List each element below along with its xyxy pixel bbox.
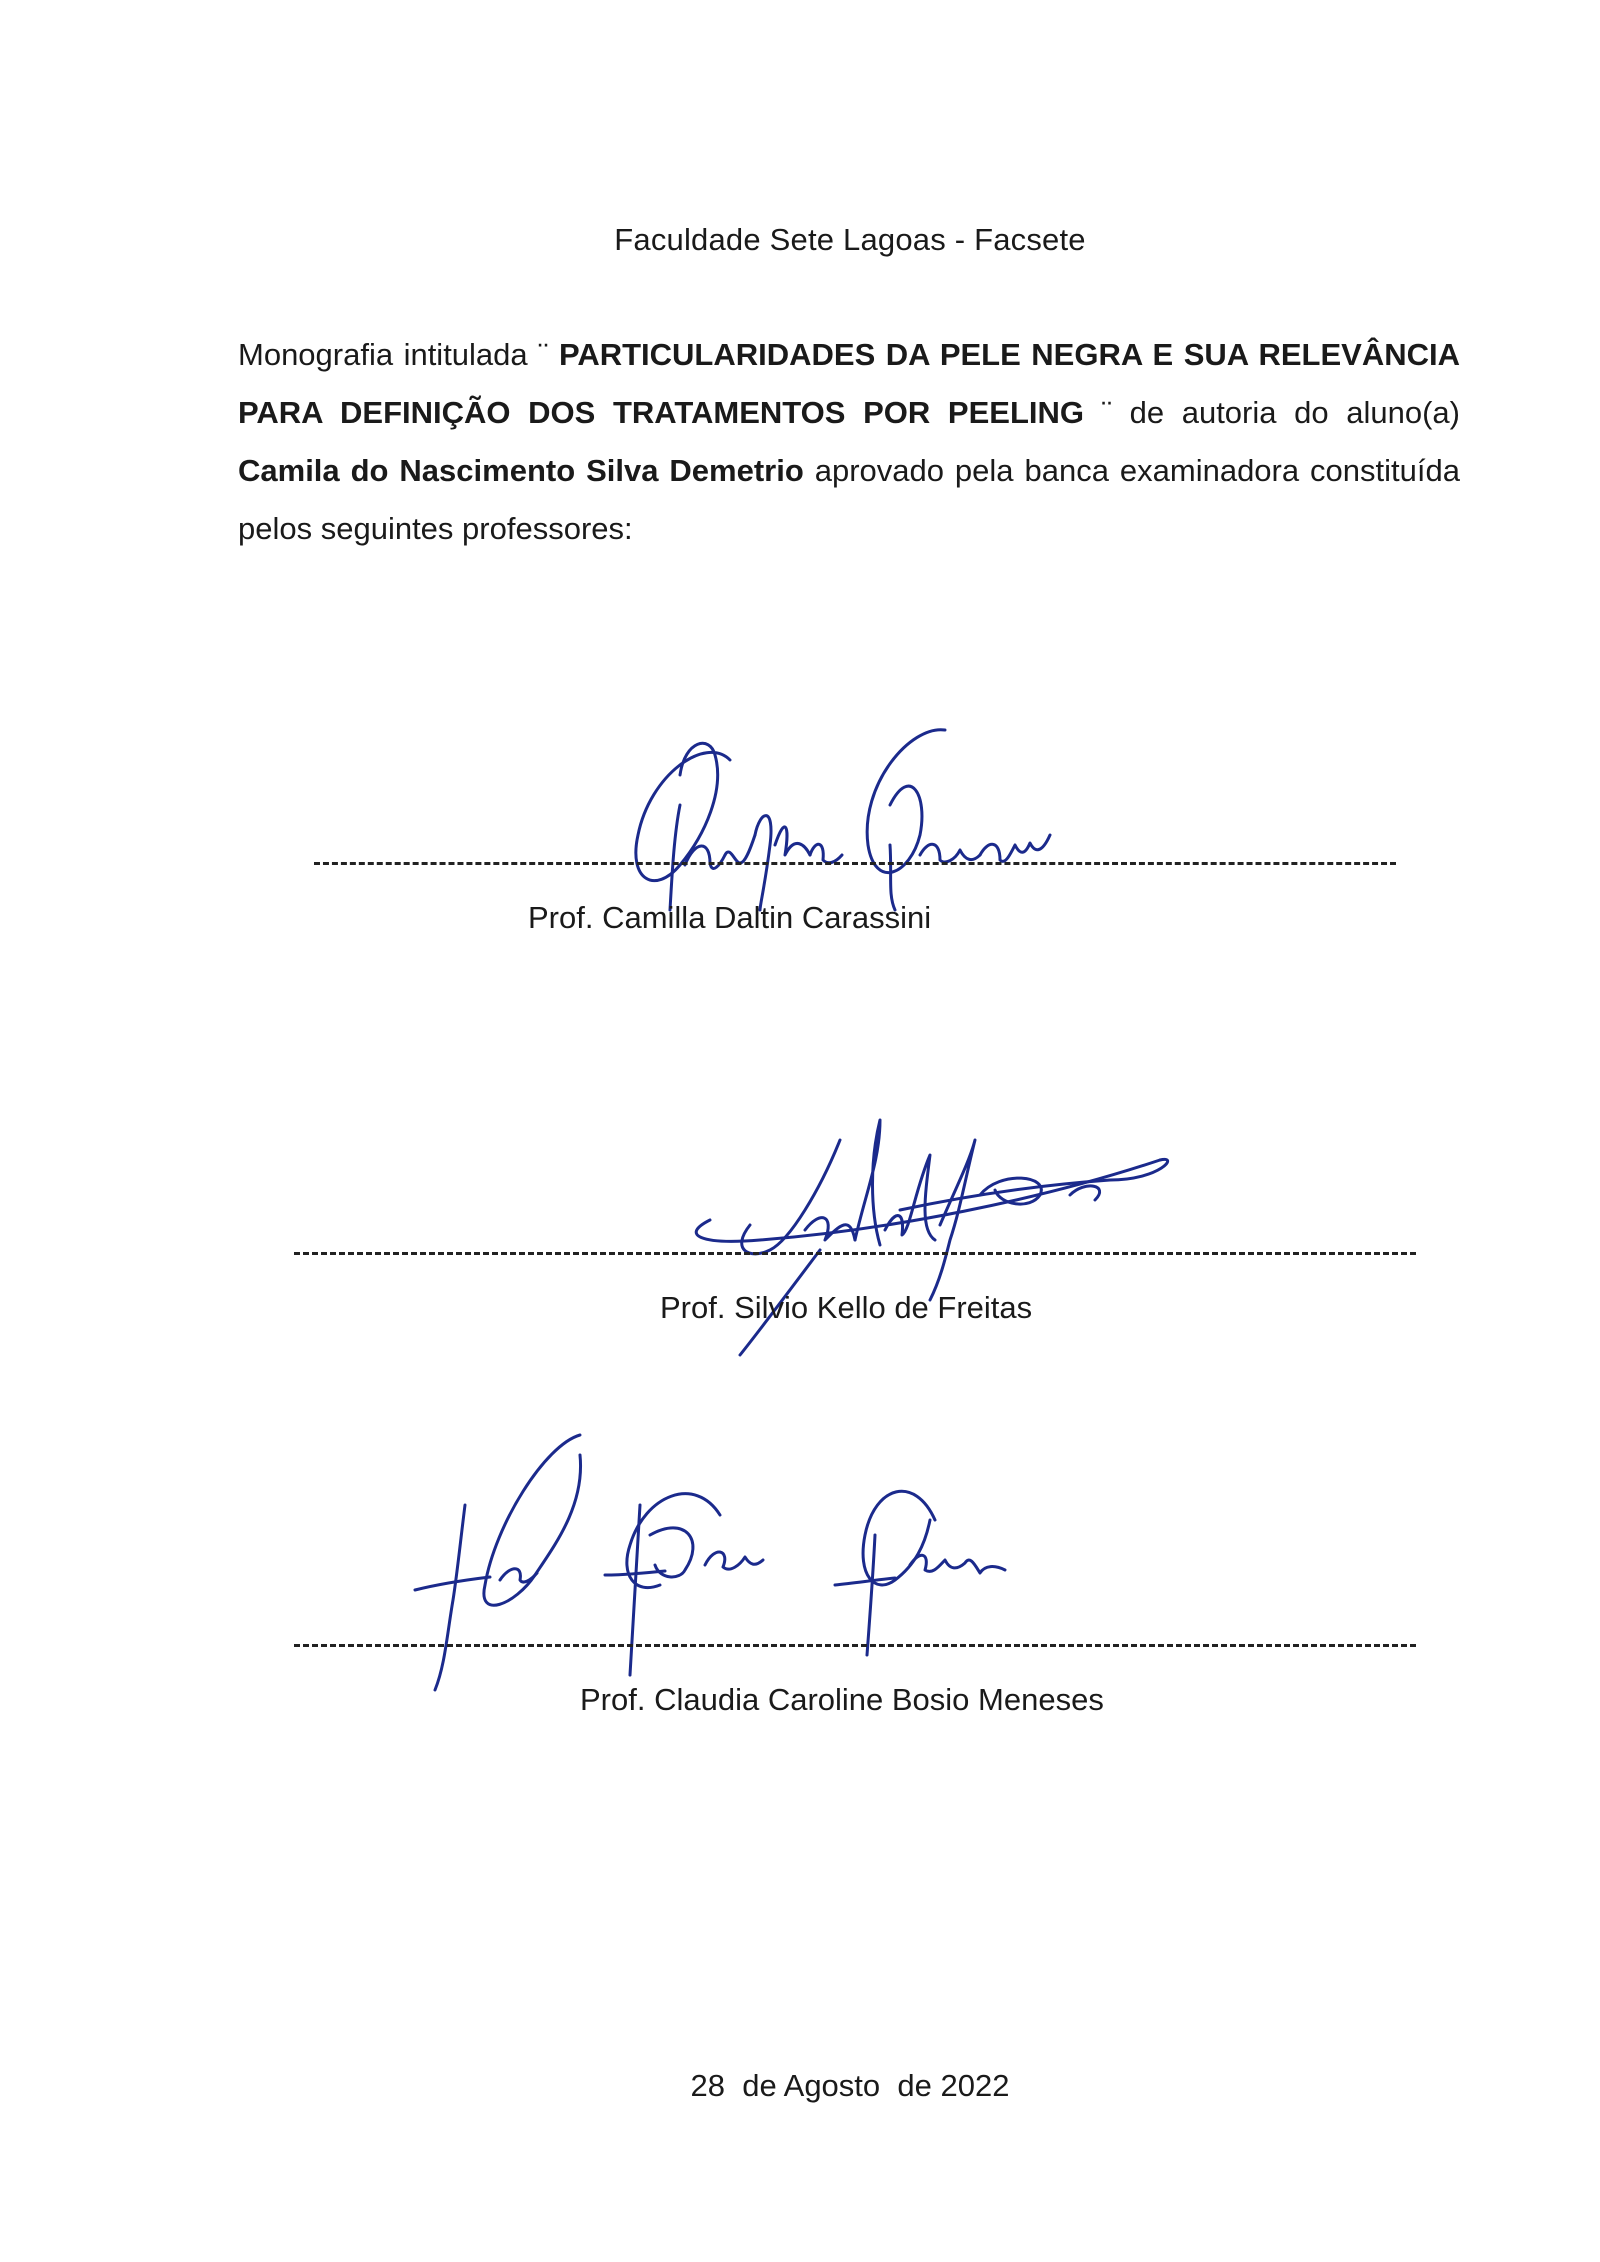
signature-line <box>294 1644 1416 1647</box>
examiner-name-1: Prof. Camilla Daltin Carassini <box>528 900 932 935</box>
signature-line <box>314 862 1396 865</box>
statement-authorship: ¨ de autoria do aluno(a) <box>1084 395 1460 430</box>
statement-closing: aprovado pela banca examinadora constituída pelos seguintes professores: <box>238 453 1460 546</box>
examiner-name-2: Prof. Silvio Kello de Freitas <box>660 1290 1033 1325</box>
statement-intro: Monografia intitulada ¨ <box>238 337 559 372</box>
institution-name: Faculdade Sete Lagoas - Facsete <box>614 222 1086 257</box>
author-name: Camila do Nascimento Silva Demetrio <box>238 453 804 488</box>
handwritten-signature-icon <box>405 1415 1025 1705</box>
approval-statement <box>238 326 1460 558</box>
handwritten-signature-icon <box>610 715 1110 915</box>
signature-line <box>294 1252 1416 1255</box>
approval-date: 28 de Agosto de 2022 <box>690 2068 1010 2103</box>
examiner-name-3: Prof. Claudia Caroline Bosio Meneses <box>580 1682 1104 1717</box>
monograph-title: PARTICULARIDADES DA PELE NEGRA E SUA RELEVÂNCIA PARA DEFINIÇÃO DOS TRATAMENTOS POR PEELING <box>238 337 1460 430</box>
